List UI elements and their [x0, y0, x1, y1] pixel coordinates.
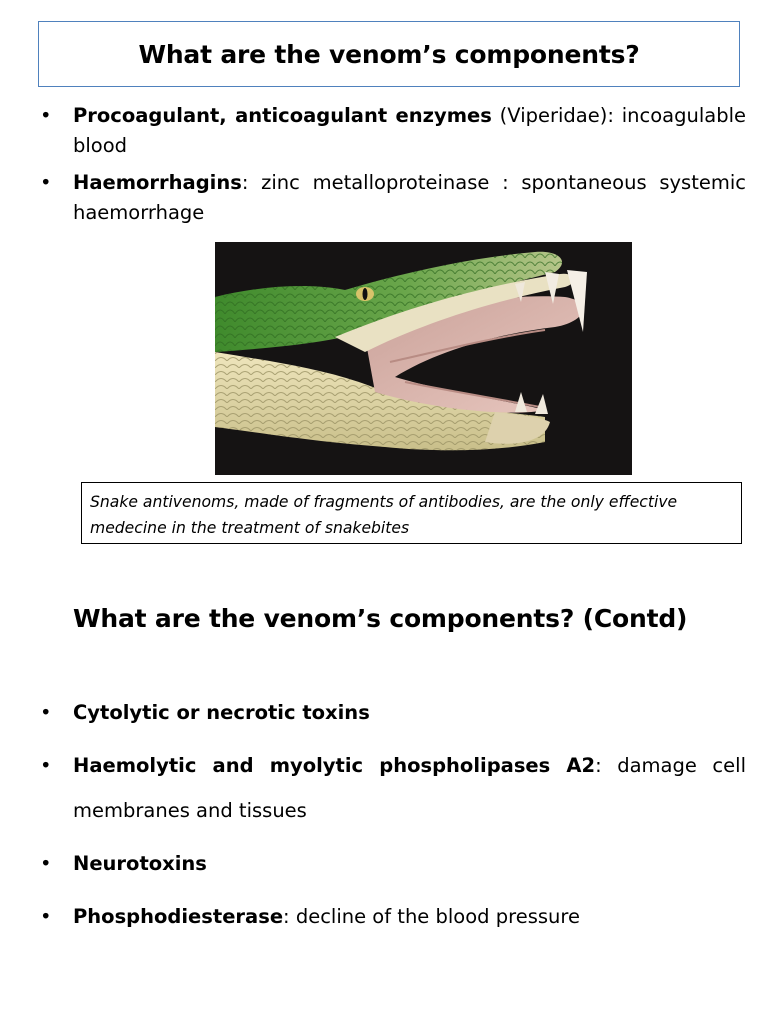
list-item	[40, 101, 746, 161]
bullet-bold-term: Haemorrhagins	[73, 171, 242, 194]
bullet-text	[73, 841, 746, 886]
slide2-bullet-list	[40, 690, 746, 947]
bullet-text	[73, 168, 746, 228]
bullet-bold-term: Haemolytic and myolytic phospholipases A2	[73, 754, 596, 777]
bullet-text	[73, 101, 746, 161]
snake-photo	[215, 242, 632, 475]
bullet-bold-term: Neurotoxins	[73, 852, 207, 875]
bullet-description: (Viperidae): incoagulable blood	[73, 104, 746, 157]
list-item	[40, 841, 746, 886]
list-item	[40, 743, 746, 833]
bullet-icon: •	[40, 104, 52, 127]
antivenom-caption: Snake antivenoms, made of fragments of antibodies, are the only effective medecine in the treatment of snakebites	[81, 482, 742, 544]
bullet-icon: •	[40, 754, 52, 777]
bullet-description: : zinc metalloproteinase : spontaneous systemic haemorrhage	[73, 171, 746, 224]
slide1-bullet-list	[40, 101, 746, 235]
bullet-bold-term: Phosphodiesterase	[73, 905, 284, 928]
bullet-icon: •	[40, 701, 52, 724]
list-item	[40, 168, 746, 228]
list-item	[40, 690, 746, 735]
bullet-bold-term: Cytolytic or necrotic toxins	[73, 701, 370, 724]
bullet-icon: •	[40, 852, 52, 875]
slide1-title: What are the venom’s components?	[138, 39, 640, 69]
bullet-text	[73, 743, 746, 833]
bullet-description: : decline of the blood pressure	[283, 905, 580, 928]
bullet-icon: •	[40, 171, 52, 194]
bullet-description: : damage cell membranes and tissues	[73, 754, 746, 822]
slide1-title-box	[38, 21, 740, 87]
bullet-icon: •	[40, 905, 52, 928]
list-item	[40, 894, 746, 939]
bullet-bold-term: Procoagulant, anticoagulant enzymes	[73, 104, 492, 127]
snake-open-mouth-illustration	[215, 242, 632, 475]
slide2-title: What are the venom’s components? (Contd)	[73, 604, 688, 633]
bullet-text	[73, 690, 746, 735]
bullet-text	[73, 894, 746, 939]
